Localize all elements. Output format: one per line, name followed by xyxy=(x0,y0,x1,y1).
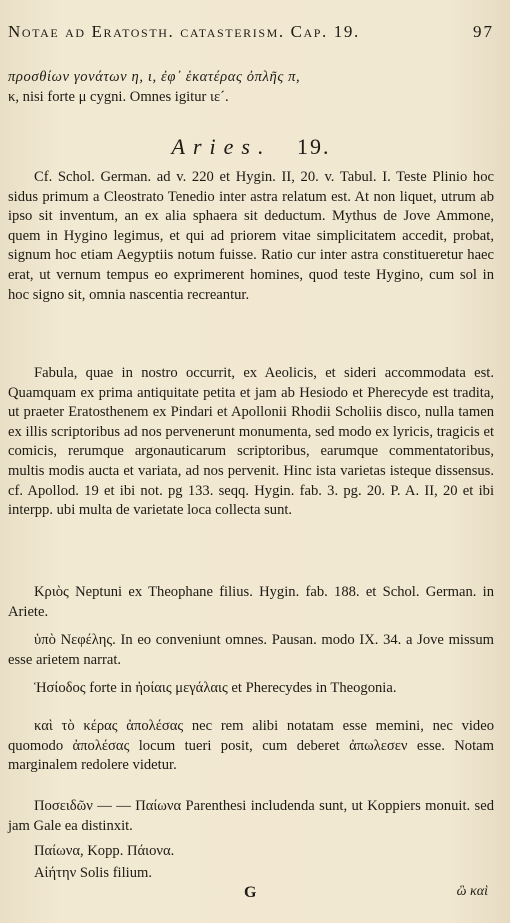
paragraph: Ποσειδῶν — — Παίωνα Parenthesi includenda sunt, ut Koppiers monuit. sed jam Gale ea distinxit. xyxy=(8,798,494,834)
signature-mark: G xyxy=(244,884,257,901)
section-heading xyxy=(8,134,494,160)
paragraph: Παίωνα, Kopp. Πάιονα. xyxy=(34,843,175,859)
running-header xyxy=(8,22,494,48)
section-title: Aries. xyxy=(171,134,272,159)
paragraph-2-block xyxy=(8,364,494,521)
paragraph: Fabula, quae in nostro occurrit, ex Aeolicis, et sideri accommodata est. Quamquam ex prima antiquitate petita et jam ab Hesiodo et Pherecyde est tradita, ut praeter Eratosthenem ex Pindari et Apollonii Rhodii Scholiis disco, nulla tamen ex illis scriptoribus ad nos pervenerunt monumenta, sed modo ex lyricis, tragicis et comicis, rerumque argonauticarum scriptoribus, earumque commentatoribus, multis modis aucta et variata, ad nos pervenit. Hinc ista varietas isteque dissensus. cf. Apollod. 19 et ibi not. pg 133. seqq. Hygin. fab. 3. pg. 20. P. A. II, 20 et ibi interpp. ubi multa de varietate loca collecta sunt. xyxy=(8,365,494,519)
paragraph: Cf. Schol. German. ad v. 220 et Hygin. II, 20. v. Tabul. I. Teste Plinio hoc sidus primum a Cleostrato Tenedio inter astra relatum est. At non liquet, utrum ab ipso sit inventum, an ex alia sphaera sit deductum. Mythus de Jove Ammone, quem in Hygino legimus, et qui ad priorem vitae simplicitatem accedit, probat, signum hoc etiam Aegyptiis notum fuisse. Ratio cur inter astra constitueretur haec erat, ut vernum tempus eo exprimerent homines, quod teste Hygino, cum sol in hoc signo sit, omnia nascentia recreantur. xyxy=(8,169,494,303)
paragraph-1-block xyxy=(8,168,494,305)
note-aieten xyxy=(8,864,494,884)
page-footer xyxy=(8,884,494,908)
paragraph: καὶ τὸ κέρας ἀπολέσας nec rem alibi notatam esse memini, nec video quomodo ἀπολέσας locum tueri posit, cum deberet ἀπωλεσεν esse. Notam marginalem redolere videtur. xyxy=(8,718,494,774)
note-hesiodos xyxy=(8,679,494,699)
paragraph: Αἰήτην Solis filium. xyxy=(34,865,153,881)
note-keras xyxy=(8,717,494,776)
paragraph: Κριὸς Neptuni ex Theophane filius. Hygin. fab. 188. et Schol. German. in Ariete. xyxy=(8,584,494,620)
catchword: ὣ καὶ xyxy=(456,884,488,899)
continued-text xyxy=(8,68,494,107)
page-number: 97 xyxy=(473,22,494,41)
paragraph: ὑπὸ Νεφέλης. In eo conveniunt omnes. Pausan. modo IX. 34. a Jove missum esse arietem narrat. xyxy=(8,632,494,668)
running-title: Notae ad Eratosth. catasterism. Cap. 19. xyxy=(8,22,360,41)
paragraph: Ἡσίοδος forte in ἠοίαις μεγάλαις et Pherecydes in Theogonia. xyxy=(34,680,397,696)
greek-line: προσθίων γονάτων η, ι, ἐφ᾽ ἑκατέρας ὀπλῆς π, xyxy=(8,69,301,85)
note-nephele xyxy=(8,631,494,670)
note-paiona xyxy=(8,842,494,862)
text-line: κ, nisi forte μ cygni. Omnes igitur ιε´. xyxy=(8,88,229,105)
note-poseidon xyxy=(8,797,494,836)
note-krios xyxy=(8,583,494,622)
section-number: 19. xyxy=(296,134,331,159)
